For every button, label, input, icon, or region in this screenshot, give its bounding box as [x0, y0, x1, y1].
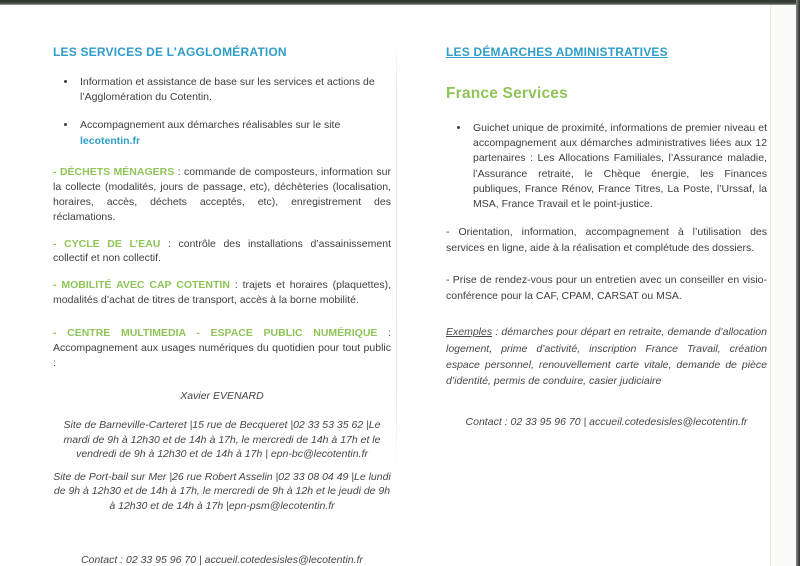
bullet-item-info: [77, 75, 391, 105]
page-fold-line: [396, 38, 397, 478]
section-body: : Accompagnement aux usages numériques du quotidien pour tout public :: [53, 327, 391, 369]
right-page-title: LES DÉMARCHES ADMINISTRATIVES: [446, 45, 668, 59]
site-info-portbail: Site de Port-bail sur Mer |26 rue Robert Asselin |02 33 08 04 49 |Le lundi de 9h à 12h30 et de 14h à 17h, le mercredi de 9h à 12h et le jeudi de 9h à 12h30 et de 14h à 17h |epn-psm@lecotentin.fr: [53, 470, 391, 512]
right-contact-line: Contact : 02 33 95 96 70 | accueil.cotedesisles@lecotentin.fr: [465, 416, 748, 429]
examples-block: [446, 324, 767, 389]
paragraph-rendez-vous: - Prise de rendez-vous pour un entretien avec un conseiller en visio-conférence pour la CAF, CPAM, CARSAT ou MSA.: [446, 273, 767, 302]
section-heading: - MOBILITÉ AVEC CAP COTENTIN: [53, 279, 230, 292]
section-cycle-eau: [53, 237, 391, 267]
paragraph-orientation: - Orientation, information, accompagnement à l’utilisation des services en ligne, aide à la réalisation et complétude des dossiers.: [446, 226, 767, 255]
bullet-text: Guichet unique de proximité, informations de premier niveau et accompagnement aux démarches administratives liées aux 12 partenaires : Les Allocations Familiales, l’Assurance maladie, l’Assurance retraite, le Chèque énergie, les Finances publiques, France Rénov, France Titres, La Poste, l’Urssaf, la MSA, France Travail et le point-justice.: [473, 122, 767, 211]
left-contact-line: Contact : 02 33 95 96 70 | accueil.cotedesisles@lecotentin.fr: [81, 554, 363, 566]
section-dechets-menagers: [53, 165, 391, 225]
section-heading: - CENTRE MULTIMEDIA - ESPACE PUBLIC NUMÉRIQUE: [53, 327, 378, 340]
scan-right-edge: [796, 0, 800, 566]
bullet-text: Accompagnement aux démarches réalisables sur le site: [80, 119, 341, 132]
section-centre-multimedia: [53, 326, 391, 371]
agent-name: Xavier EVENARD: [180, 389, 264, 402]
section-heading: - DÉCHETS MÉNAGERS: [53, 165, 175, 178]
website-link: lecotentin.fr: [80, 134, 141, 147]
section-mobilite: [53, 278, 391, 308]
section-heading: - CYCLE DE L’EAU: [53, 237, 161, 250]
section-body: : contrôle des installations d’assainissement collectif et non collectif.: [53, 237, 391, 265]
france-services-heading: France Services: [446, 85, 568, 102]
scan-right-band: [770, 5, 796, 566]
bullet-item-guichet: [470, 121, 767, 212]
left-page-title: LES SERVICES DE L’AGGLOMÉRATION: [53, 45, 287, 59]
examples-label: Exemples: [446, 326, 493, 339]
examples-text: : démarches pour départ en retraite, demande d’allocation logement, prime d’activité, inscription France Travail, création espace personnel, renouvellement carte vitale, demande de pièce d’identité, permis de conduire, casier judiciaire: [446, 326, 767, 388]
scan-top-edge: [0, 0, 800, 5]
right-bullet-list: [470, 121, 767, 212]
bullet-item-accompagnement: [77, 118, 391, 148]
right-page: [446, 45, 767, 430]
left-page: [53, 45, 391, 566]
site-info-barneville: Site de Barneville-Carteret |15 rue de Becqueret |02 33 53 35 62 |Le mardi de 9h à 12h30 et de 14h à 17h, le mercredi de 14h à 17h et le vendredi de 9h à 12h30 et de 14h à 17h | epn-bc@lecotentin.fr: [63, 419, 381, 461]
section-body: : trajets et horaires (plaquettes), modalités d’achat de titres de transport, accès à la borne mobilité.: [53, 279, 391, 307]
left-bullet-list: [77, 75, 391, 149]
bullet-text: Information et assistance de base sur les services et actions de l’Agglomération du Cotentin.: [80, 76, 375, 104]
section-body: : commande de composteurs, information sur la collecte (modalités, jours de passage, etc), déchèteries (localisation, horaires, accès, déchets acceptés, etc), enregistrement des réclamations.: [53, 165, 391, 223]
